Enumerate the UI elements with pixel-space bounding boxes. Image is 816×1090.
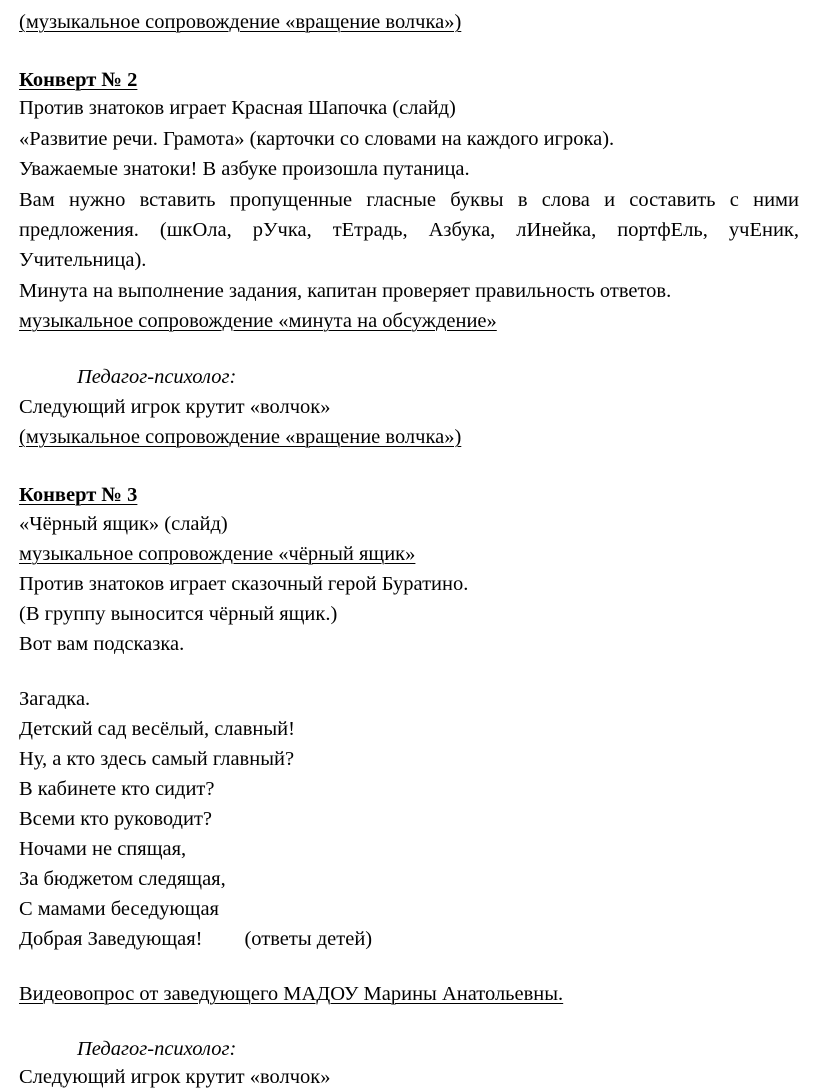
riddle-answer: Добрая Заведующая! xyxy=(19,928,203,950)
riddle-line-1: Детский сад весёлый, славный! xyxy=(19,718,295,740)
envelope-2-task-line-1: Вам нужно вставить пропущенные гласные буквы в слова и составить с ними xyxy=(19,189,799,211)
riddle-line-3: В кабинете кто сидит? xyxy=(19,778,215,800)
riddle-line-5: Ночами не спящая, xyxy=(19,838,187,860)
envelope-3-hint: Вот вам подсказка. xyxy=(19,633,185,655)
music-note-spin-top-1: (музыкальное сопровождение «вращение волчка») xyxy=(19,11,462,33)
riddle-line-6: За бюджетом следящая, xyxy=(19,868,226,890)
envelope-2-task-line-3: Учительница). xyxy=(19,249,147,271)
riddle-line-2: Ну, а кто здесь самый главный? xyxy=(19,748,295,770)
envelope-2-topic: «Развитие речи. Грамота» (карточки со словами на каждого игрока). xyxy=(19,128,615,150)
envelope-3-box-brought: (В группу выносится чёрный ящик.) xyxy=(19,603,338,625)
envelope-2-heading: Конверт № 2 xyxy=(19,69,138,91)
riddle-heading: Загадка. xyxy=(19,688,91,710)
video-question-link: Видеовопрос от заведующего МАДОУ Марины Анатольевны. xyxy=(19,983,564,1005)
envelope-2-time-note: Минута на выполнение задания, капитан проверяет правильность ответов. xyxy=(19,280,672,302)
envelope-2-opponent: Против знатоков играет Красная Шапочка (слайд) xyxy=(19,97,456,119)
next-player-spins-2: Следующий игрок крутит «волчок» xyxy=(19,1066,331,1088)
music-note-black-box: музыкальное сопровождение «чёрный ящик» xyxy=(19,543,416,565)
music-note-discussion: музыкальное сопровождение «минута на обсуждение» xyxy=(19,310,497,332)
psychologist-label-1: Педагог-психолог: xyxy=(77,366,237,388)
envelope-3-heading: Конверт № 3 xyxy=(19,484,138,506)
envelope-3-opponent: Против знатоков играет сказочный герой Буратино. xyxy=(19,573,469,595)
next-player-spins-1: Следующий игрок крутит «волчок» xyxy=(19,396,331,418)
riddle-answer-line xyxy=(19,926,372,952)
music-note-spin-top-2: (музыкальное сопровождение «вращение волчка») xyxy=(19,426,462,448)
riddle-line-7: С мамами беседующая xyxy=(19,898,219,920)
psychologist-label-2: Педагог-психолог: xyxy=(77,1038,237,1060)
riddle-line-4: Всеми кто руководит? xyxy=(19,808,212,830)
envelope-3-black-box: «Чёрный ящик» (слайд) xyxy=(19,513,228,535)
envelope-2-task-line-2: предложения. (шкОла, рУчка, тЕтрадь, Азбука, лИнейка, портфЕль, учЕник, xyxy=(19,219,799,241)
children-answers-note: (ответы детей) xyxy=(244,928,373,950)
envelope-2-greeting: Уважаемые знатоки! В азбуке произошла путаница. xyxy=(19,158,470,180)
